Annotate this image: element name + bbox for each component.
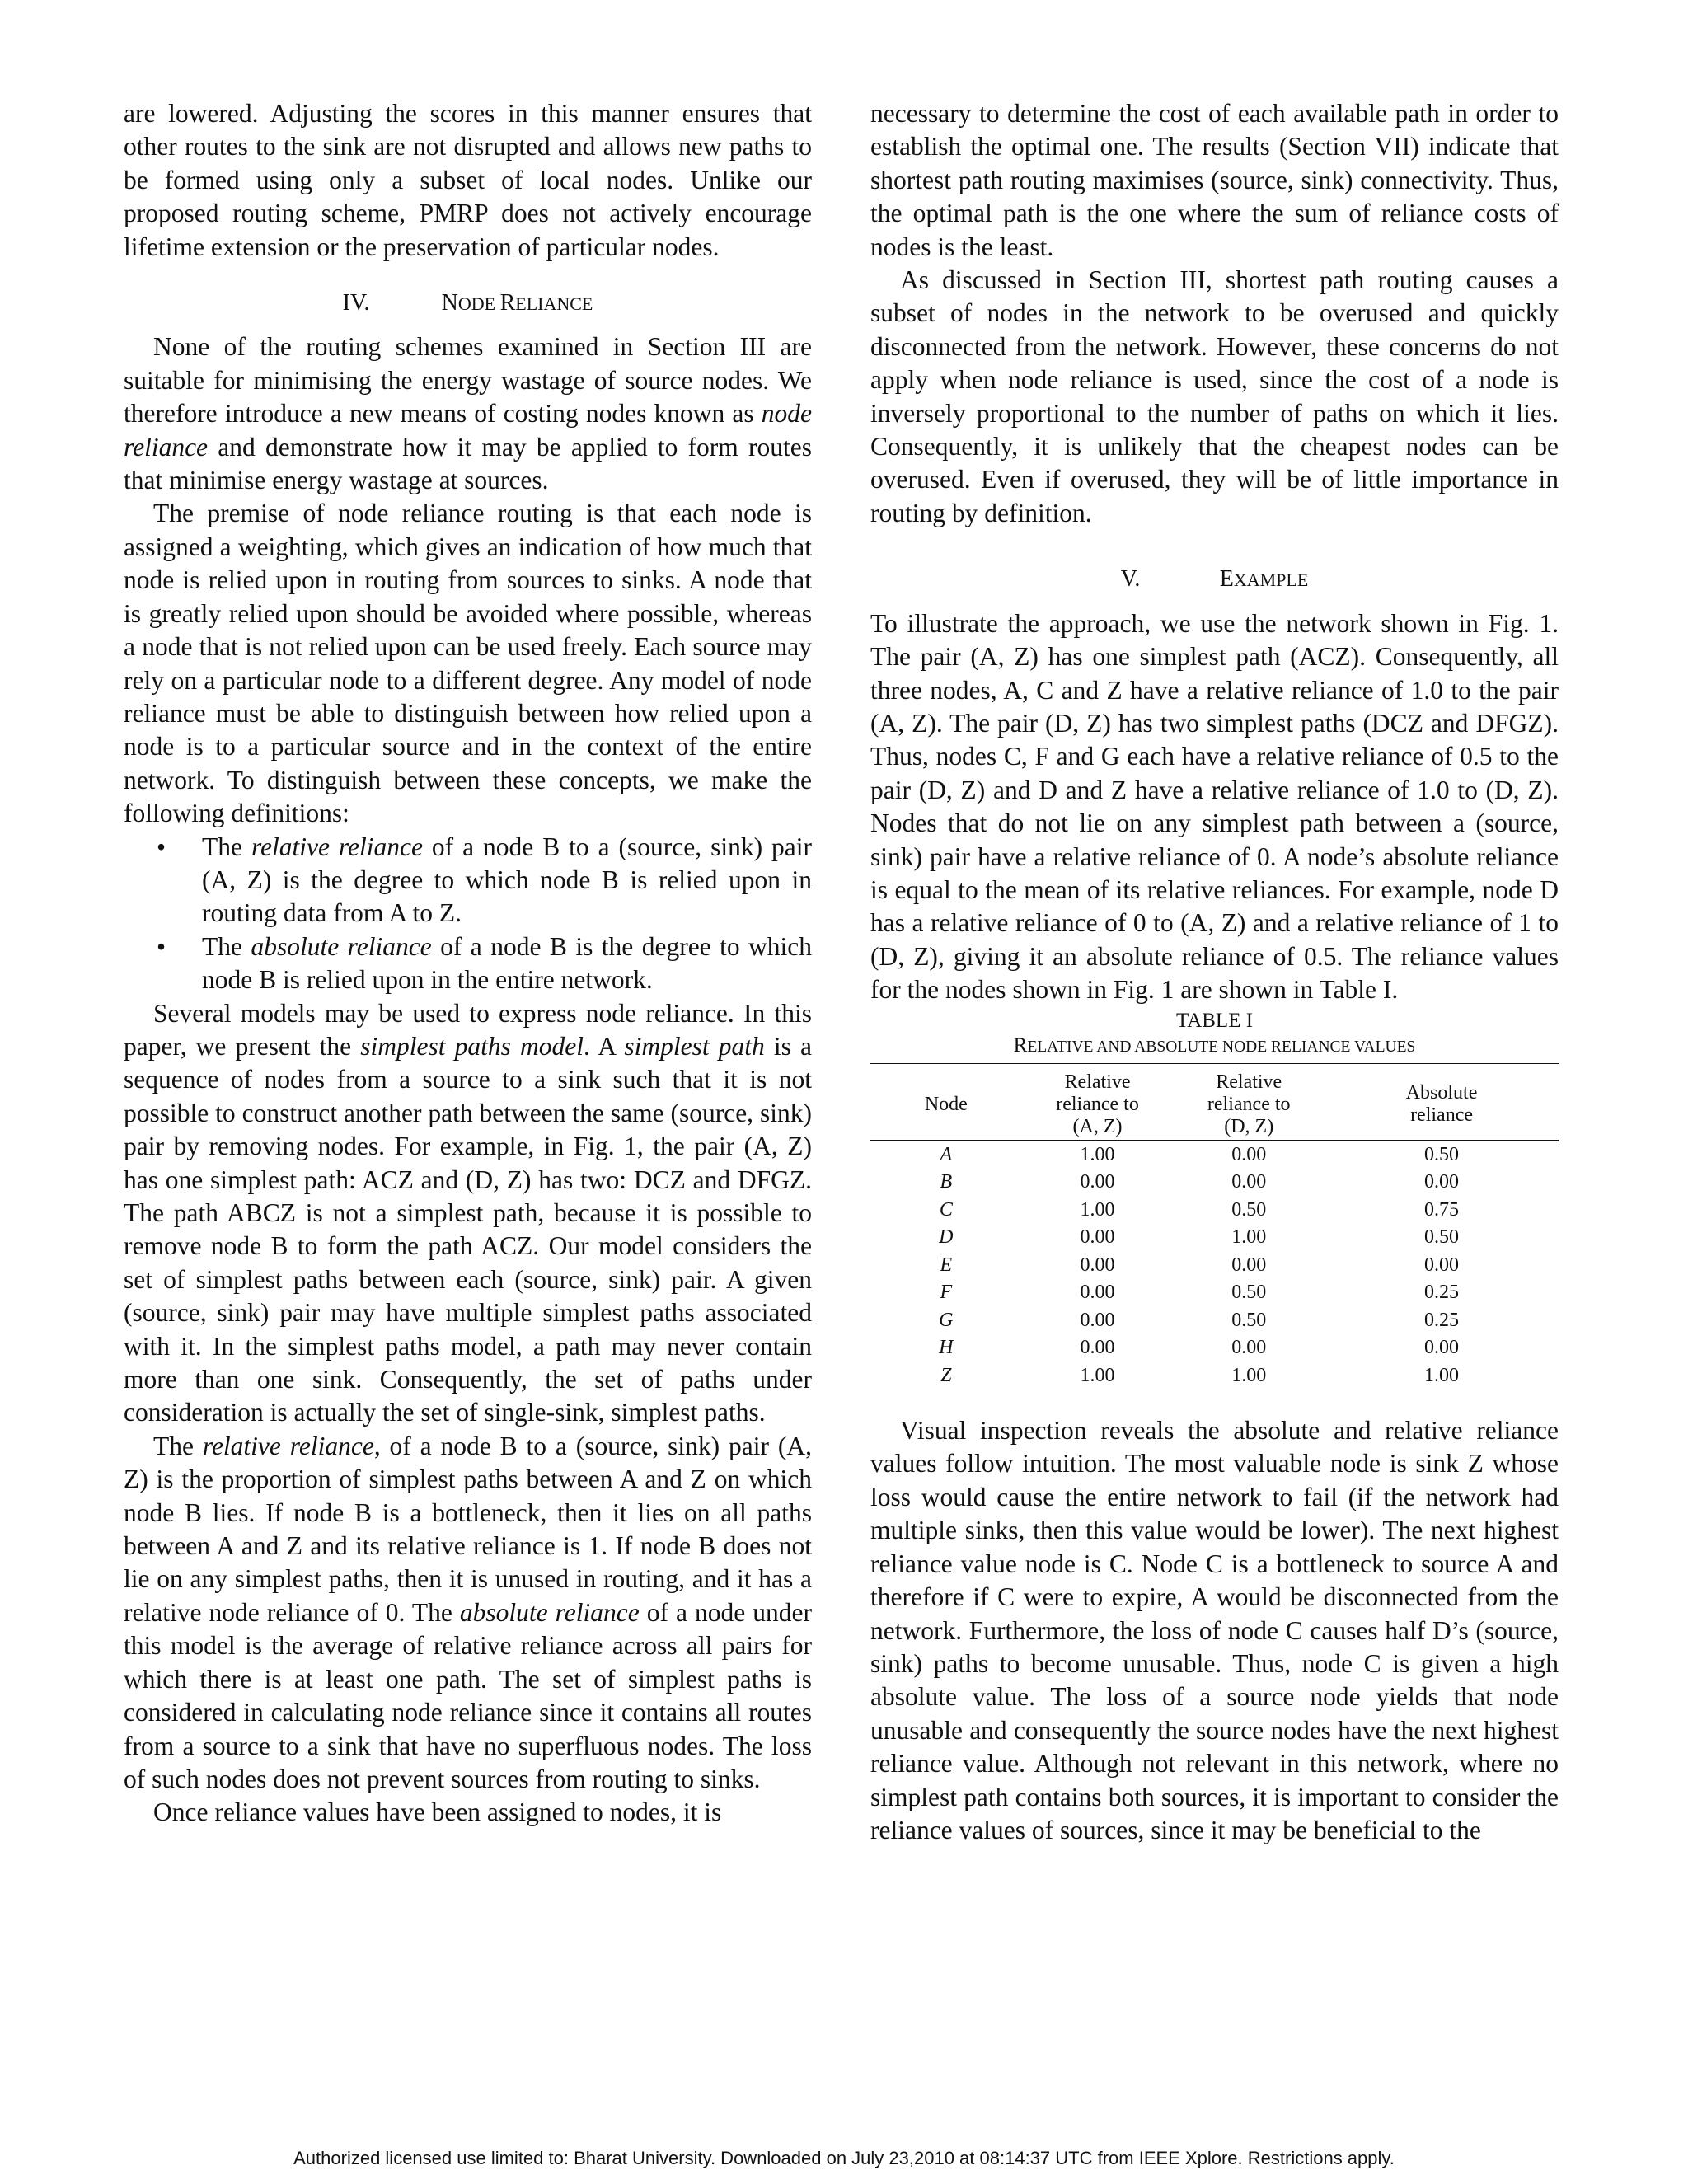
paragraph: Once reliance values have been assigned to nodes, it is (153, 1797, 722, 1827)
reliance-table (870, 1063, 1559, 1390)
paragraph-continuation: are lowered. Adjusting the scores in this manner ensures that other routes to the sink are not disrupted and allows new paths to be formed using only a subset of local nodes. Unlike our proposed routing scheme, PMRP does not actively encourage lifetime extension or the preservation of particular nodes. (124, 99, 812, 261)
left-column (124, 97, 812, 1830)
list-item: • The absolute reliance of a node B is the degree to which node B is relied upon in the entire network. (157, 931, 813, 995)
table-i (870, 1009, 1559, 1390)
section-number: IV. (342, 290, 370, 316)
table-row: G 0.00 0.50 0.25 (939, 1309, 1460, 1331)
table-row: F 0.00 0.50 0.25 (940, 1282, 1460, 1304)
paragraph: To illustrate the approach, we use the network shown in Fig. 1. The pair (A, Z) has one simplest path (ACZ). Consequently, all three nodes, A, C and Z have a relative reliance of 1.0 to the pair (A, Z). The pair (D, Z) has two simplest paths (DCZ and DFGZ). Thus, nodes C, F and G each have a relative reliance of 0.5 to the pair (D, Z) and D and Z have a relative reliance of 1.0 to (D, Z). Nodes that do not lie on any simplest path between a (source, sink) pair have a relative reliance of 0. A node’s absolute reliance is equal to the mean of its relative reliances. For example, node D has a relative reliance of 0 to (A, Z) and a relative reliance of 1 to (D, Z), giving it an absolute reliance of 0.5. The reliance values for the nodes shown in Fig. 1 are shown in Table I. (870, 608, 1559, 1005)
column-header-node: Node (870, 1070, 1022, 1141)
table-row: B 0.00 0.00 0.00 (940, 1171, 1460, 1193)
paragraph: Several models may be used to express node reliance. In this paper, we present the simplest paths model. A simplest path is a sequence of nodes from a source to a sink such that it is not possible to construct another path between the same (source, sink) pair by removing nodes. For example, in Fig. 1, the pair (A, Z) has one simplest path: ACZ and (D, Z) has two: DCZ and DFGZ. The path ABCZ is not a simplest path, because it is possible to remove node B to form the path ACZ. Our model considers the set of simplest paths between each (source, sink) pair. A given (source, sink) pair may have multiple simplest paths associated with it. In the simplest paths model, a path may never contain more than one sink. Consequently, the set of paths under consideration is actually the set of single-sink, simplest paths. (124, 998, 813, 1427)
paragraph: The premise of node reliance routing is that each node is assigned a weighting, which gives an indication of how much that node is relied upon in routing from sources to sinks. A node that is greatly relied upon should be avoided where possible, whereas a node that is not relied upon can be used freely. Each source may rely on a particular node to a different degree. Any model of node reliance must be able to distinguish between how relied upon a node is to a particular source and in the context of the entire network. To distinguish between these concepts, we make the following definitions: (124, 499, 812, 828)
right-column (870, 97, 1559, 1847)
table-row: Z 1.00 1.00 1.00 (940, 1364, 1460, 1386)
section-title: EXAMPLE (1219, 566, 1309, 593)
table-row: E 0.00 0.00 0.00 (940, 1254, 1460, 1276)
section-title: NODE RELIANCE (441, 290, 593, 316)
table-row: C 1.00 0.50 0.75 (939, 1198, 1460, 1221)
list-item: • The relative reliance of a node B to a (source, sink) pair (A, Z) is the degree to which node B is relied upon in routing data from A to Z. (157, 832, 813, 928)
column-header-relative-dz: Relative reliance to (D, Z) (1173, 1070, 1325, 1141)
section-number: V. (1120, 566, 1141, 593)
column-header-absolute: Absolute reliance (1325, 1070, 1559, 1141)
section-heading-iv (124, 287, 812, 321)
paragraph-continuation: necessary to determine the cost of each available path in order to establish the optimal one. The results (Section VII) indicate that shortest path routing maximises (source, sink) connectivity. Thus, the optimal path is the one where the sum of reliance costs of nodes is the least. (870, 99, 1559, 261)
table-label: TABLE I (1175, 1009, 1254, 1032)
paragraph: None of the routing schemes examined in Section III are suitable for minimising the energy wastage of source nodes. We therefore introduce a new means of costing nodes known as node reliance and demonstrate how it may be applied to form routes that minimise energy wastage at sources. (124, 332, 813, 495)
paragraph: As discussed in Section III, shortest path routing causes a subset of nodes in the network to be overused and quickly disconnected from the network. However, these concerns do not apply when node reliance is used, since the cost of a node is inversely proportional to the number of paths on which it lies. Consequently, it is unlikely that the cheapest nodes can be overused. Even if overused, they will be of little importance in routing by definition. (870, 265, 1559, 527)
footer-license-notice: Authorized licensed use limited to: Bharat University. Downloaded on July 23,2010 at 08:14:37 UTC from IEEE Xplore. Restrictions apply. (293, 2148, 1395, 2168)
paragraph: Visual inspection reveals the absolute and relative reliance values follow intuition. The most valuable node is sink Z whose loss would cause the entire network to fail (if the network had multiple sinks, then this value would be lower). The next highest reliance value node is C. Node C is a bottleneck to source A and therefore if C were to expire, A would be disconnected from the network. Furthermore, the loss of node C causes half D’s (source, sink) paths to become unusable. Thus, node C is given a high absolute value. The loss of a source node yields that node unusable and consequently the source nodes have the next highest reliance value. Although not relevant in this network, where no simplest path contains both sources, it is important to consider the reliance values of sources, since it may be beneficial to the (870, 1416, 1559, 1844)
table-row: A 1.00 0.00 0.50 (940, 1143, 1460, 1165)
section-heading-v (870, 563, 1559, 597)
table-row: H 0.00 0.00 0.00 (939, 1337, 1460, 1359)
definitions-list (124, 831, 812, 997)
table-caption: RELATIVE AND ABSOLUTE NODE RELIANCE VALUES (1013, 1033, 1416, 1057)
paragraph: The relative reliance, of a node B to a (source, sink) pair (A, Z) is the proportion of simplest paths between A and Z on which node B lies. If node B is a bottleneck, then it lies on all paths between A and Z and its relative reliance is 1. If node B does not lie on any simplest paths, then it is unused in routing, and it has a relative node reliance of 0. The absolute reliance of a node under this model is the average of relative reliance across all pairs for which there is at least one path. The set of simplest paths is considered in calculating node reliance since it contains all routes from a source to a sink that have no superfluous nodes. The loss of such nodes does not prevent sources from routing to sinks. (124, 1431, 813, 1793)
table-row: D 0.00 1.00 0.50 (939, 1226, 1460, 1249)
column-header-relative-az: Relative reliance to (A, Z) (1022, 1070, 1174, 1141)
